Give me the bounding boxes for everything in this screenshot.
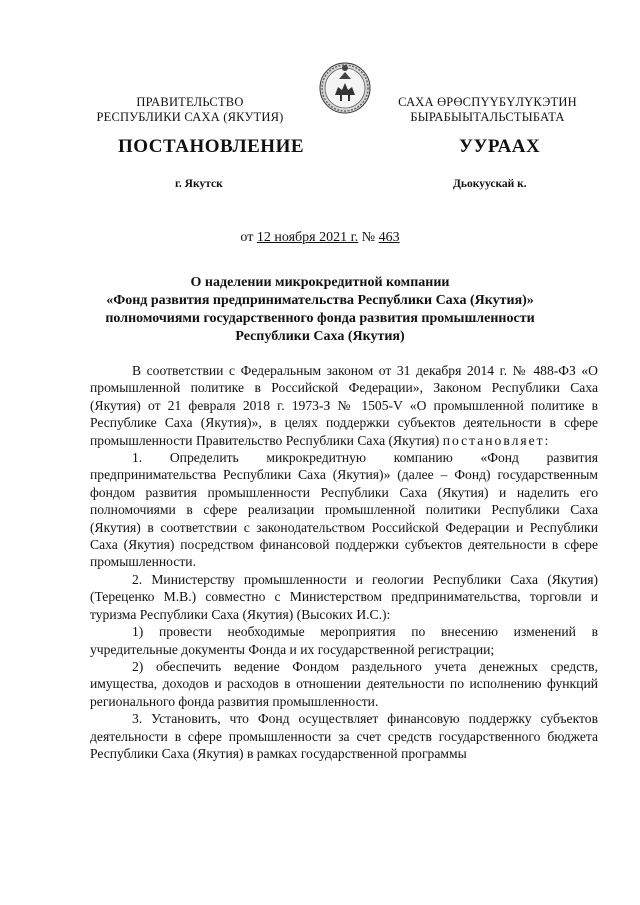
left-org-name: [90, 95, 290, 125]
number-sign: №: [361, 230, 376, 245]
subparagraph-2-2: 2) обеспечить ведение Фондом раздельного учета денежных средств, имущества, доходов и расходов в отношении деятельности по исполнению функций регионального фонда развития промышленности.: [90, 658, 598, 709]
decree-number: 463: [378, 230, 400, 245]
left-org-line1: ПРАВИТЕЛЬСТВО: [136, 95, 244, 109]
paragraph-3: 3. Установить, что Фонд осуществляет финансовую поддержку субъектов деятельности в сфере промышленности за счет средств государственного бюджета Республики Саха (Якутия) в рамках государственной программы: [90, 711, 598, 761]
decree-word: постановляет:: [442, 432, 551, 448]
title-line2: «Фонд развития предпринимательства Республики Саха (Якутия)»: [106, 293, 534, 308]
document-title: [70, 274, 570, 346]
date-number-line: [0, 230, 640, 246]
right-org-line1: САХА ӨРӨСПҮҮБҮЛҮКЭТИН: [398, 95, 577, 109]
right-org-name: [380, 95, 595, 125]
doc-type-ru: ПОСТАНОВЛЕНИЕ: [118, 136, 305, 157]
date-value: 12 ноября 2021 г.: [256, 230, 359, 245]
doc-type-sakha: УУРААХ: [459, 136, 541, 157]
subparagraph-2-1: 1) провести необходимые мероприятия по внесению изменений в учредительные документы Фонда и их государственной регистрации;: [90, 624, 598, 657]
title-line3: полномочиями государственного фонда развития промышленности: [105, 311, 535, 326]
paragraph-1: 1. Определить микрокредитную компанию «Фонд развития предпринимательства Республики Саха (Якутия)» (далее – Фонд) государственным фондом развития промышленности Республики Саха (Якутия) и наделить его полномочиями в сфере реализации промышленной политики Республики Саха (Якутия) в соответствии с законодательством Российской Федерации и Республики Саха (Якутия) посредством финансовой поддержки субъектов деятельности в сфере промышленности.: [90, 450, 598, 570]
left-org-line2: РЕСПУБЛИКИ САХА (ЯКУТИЯ): [96, 110, 284, 124]
title-line1: О наделении микрокредитной компании: [190, 275, 450, 290]
paragraph-2: 2. Министерству промышленности и геологии Республики Саха (Якутия) (Тереценко М.В.) совместно с Министерством предпринимательства, торговли и туризма Республики Саха (Якутия) (Высоких И.С.):: [90, 571, 598, 622]
title-line4: Республики Саха (Якутия): [235, 329, 405, 344]
preamble-text: В соответствии с Федеральным законом от 31 декабря 2014 г. № 488-ФЗ «О промышленной политике в Российской Федерации», Законом Республики Саха (Якутия) от 21 февраля 2018 г. 1973-З № 1505-V «О промышленной политике в Республике Саха (Якутия)», в целях поддержки субъектов деятельности в сфере промышленности Правительство Республики Саха (Якутия): [90, 363, 598, 448]
city-sakha: Дьокуускай к.: [453, 178, 527, 190]
city-ru: г. Якутск: [175, 178, 223, 190]
coat-of-arms-yakutia-icon: [318, 55, 372, 121]
preamble-paragraph: [90, 362, 598, 449]
date-prefix: от: [240, 230, 254, 245]
document-body: [90, 362, 598, 762]
right-org-line2: БЫРАБЫЫТАЛЬСТЫБАТА: [410, 110, 565, 124]
